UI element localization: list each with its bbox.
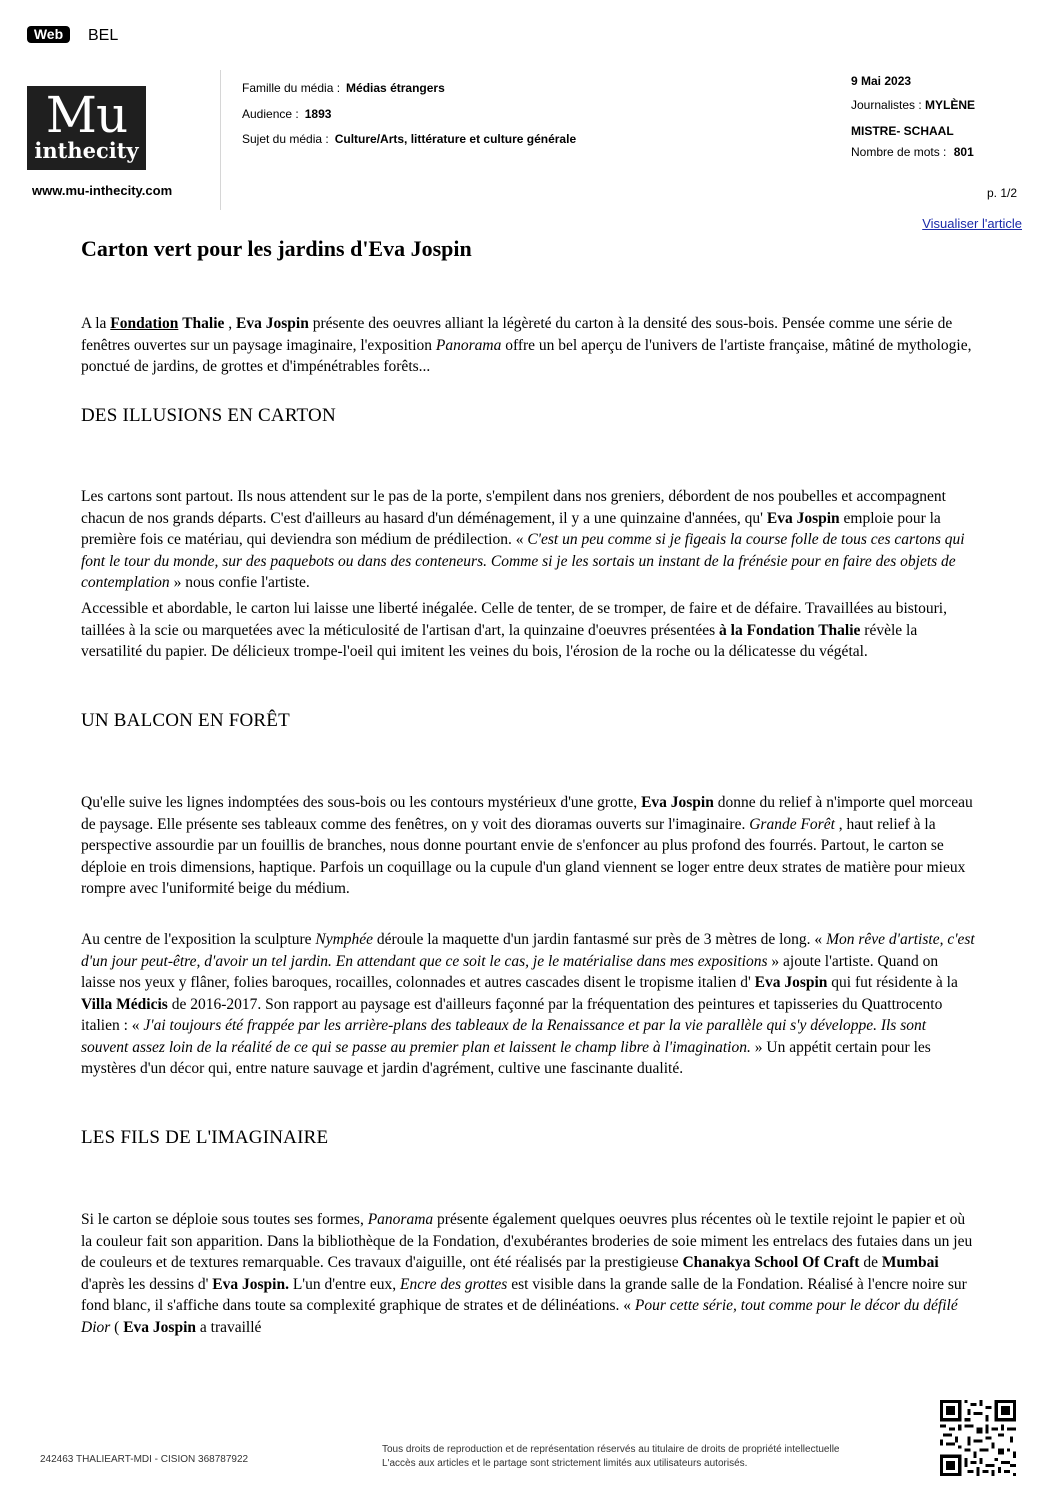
- media-subject-row: [242, 132, 576, 146]
- section2-paragraph-2: Au centre de l'exposition la sculpture Nymphée déroule la maquette d'un jardin fantasmé sur près de 3 mètres de long. « Mon rêve d'artiste, c'est d'un jour peut-être, d'avoir un tel jardin. En attendant que ce soit le cas, je le matérialise dans mes expositions » ajoute l'artiste. Quand on laisse nos yeux y flâner, folies baroques, rocailles, colonnades et autres cascades disent le tropisme italien d' Eva Jospin qui fut résidente à la Villa Médicis de 2016-2017. Son rapport au paysage est d'ailleurs façonné par la fréquentation des peintures et tapisseries du Quattrocento italien : « J'ai toujours été frappée par les arrière-plans des tableaux de la Renaissance et par la vie parallèle qui s'y développe. Ils sont souvent assez loin de la réalité de ce qui se passe au premier plan et laissent le champ libre à l'imagination. » Un appétit certain pour les mystères d'un décor qui, entre nature sauvage et jardin d'agrément, cultive une fascinante dualité.: [81, 931, 975, 1077]
- journalists-row: [851, 98, 975, 112]
- journalists-value-2: MISTRE- SCHAAL: [851, 124, 954, 138]
- page-number: p. 1/2: [987, 186, 1018, 200]
- section1-paragraph-1: Les cartons sont partout. Ils nous attendent sur le pas de la porte, s'empilent dans nos greniers, débordent de nos poubelles et accompagnent chacun de nos grands départs. C'est d'ailleurs au hasard d'un déménagement, il y a une quinzaine d'années, qu' Eva Jospin emploie pour la première fois ce matériau, qui deviendra son médium de prédilection. « C'est un peu comme si je figeais la course folle de tous ces cartons qui font le tour du monde, sur des paquebots ou dans des conteneurs. Comme si je les sortais un instant de la frénésie pour en faire des objets de contemplation » nous confie l'artiste.: [81, 488, 965, 591]
- publication-url: www.mu-inthecity.com: [32, 183, 173, 198]
- logo-text-bottom: inthecity: [34, 138, 139, 163]
- section1-paragraph-2: Accessible et abordable, le carton lui laisse une liberté inégalée. Celle de tenter, de se tromper, de faire et de défaire. Travaillées au bistouri, taillées à la scie ou marquetées avec la méticulosité de l'artisan d'art, la quinzaine d'oeuvres présentées à la Fondation Thalie révèle la versatilité du papier. De délicieux trompe-l'oeil qui imitent les veines du bois, l'érosion de la roche ou la délicatesse du végétal.: [81, 600, 947, 660]
- journalists-value: MYLÈNE: [925, 98, 976, 112]
- publication-logo: [27, 86, 146, 170]
- media-family-value: Médias étrangers: [346, 81, 445, 95]
- section3-paragraph-1: Si le carton se déploie sous toutes ses formes, Panorama présente également quelques oeuvres plus récentes où le textile rejoint le papier et où la couleur fait son apparition. Dans la bibliothèque de la Fondation, d'exubérantes broderies de soie miment les entrelacs des futaies dans un jeu de couleurs et de textures remarquable. Ces travaux d'aiguille, ont été réalisés par la prestigieuse Chanakya School Of Craft de Mumbai d'après les dessins d' Eva Jospin. L'un d'entre eux, Encre des grottes est visible dans la grande salle de la Fondation. Réalisé à l'encre noire sur fond blanc, il s'affiche dans toute sa complexité graphique de strates et de délinéations. « Pour cette série, tout comme pour le décor du défilé Dior ( Eva Jospin a travaillé: [81, 1211, 973, 1336]
- qr-code-icon: [940, 1400, 1016, 1476]
- word-count-value: 801: [953, 145, 974, 159]
- media-family-label: Famille du média :: [242, 81, 341, 95]
- media-subject-value: Culture/Arts, littérature et culture générale: [334, 132, 577, 146]
- article-title: Carton vert pour les jardins d'Eva Jospin: [81, 236, 472, 261]
- logo-text-top: Mu: [45, 86, 128, 144]
- country-code: BEL: [88, 27, 119, 44]
- word-count-row: [851, 145, 974, 159]
- publication-date: [851, 74, 911, 88]
- document-reference: 242463 THALIEART-MDI - CISION 368787922: [40, 1454, 249, 1465]
- journalists-label: Journalistes :: [851, 98, 922, 112]
- audience-label: Audience :: [242, 107, 299, 121]
- word-count-label: Nombre de mots :: [851, 145, 947, 159]
- view-article-link[interactable]: Visualiser l'article: [922, 216, 1022, 231]
- section-heading: DES ILLUSIONS EN CARTON: [81, 405, 336, 426]
- intro-paragraph: A la Fondation Thalie , Eva Jospin présente des oeuvres alliant la légèreté du carton à la densité des sous-bois. Pensée comme une série de fenêtres ouvertes sur un paysage imaginaire, l'exposition Panorama offre un bel aperçu de l'univers de l'artiste française, mâtiné de mythologie, ponctué de jardins, de grottes et d'impénétrables forêts...: [81, 315, 972, 375]
- audience-row: [242, 107, 331, 121]
- journalists-row-2: [851, 124, 954, 138]
- copyright-line-1: Tous droits de reproduction et de représentation réservés au titulaire de droits de propriété intellectuelle: [382, 1444, 840, 1455]
- audience-value: 1893: [304, 107, 332, 121]
- copyright-notice: [382, 1443, 840, 1471]
- media-type-badge: Web: [27, 26, 70, 43]
- copyright-line-2: L'accès aux articles et le partage sont strictement limités aux utilisateurs autorisés.: [382, 1458, 748, 1469]
- section-heading: LES FILS DE L'IMAGINAIRE: [81, 1127, 329, 1148]
- section2-paragraph-1: Qu'elle suive les lignes indomptées des sous-bois ou les contours mystérieux d'une grotte, Eva Jospin donne du relief à n'importe quel morceau de paysage. Elle présente ses tableaux comme des fenêtres, on y voit des dioramas ouverts sur l'imaginaire. Grande Forêt , haut relief à la perspective assourdie par un fouillis de branches, nous donne pourtant envie de s'enfoncer au plus profond des fourrés. Partout, le carton se déploie en trois dimensions, haptique. Parfois un coquillage ou la cupule d'un gland viennent se loger entre deux strates de matière pour mieux rompre avec l'uniformité beige du médium.: [81, 794, 973, 897]
- header-divider: [220, 70, 221, 210]
- media-subject-label: Sujet du média :: [242, 132, 329, 146]
- media-family-row: [242, 81, 445, 95]
- section-heading: UN BALCON EN FORÊT: [81, 710, 290, 731]
- publication-date-value: 9 Mai 2023: [851, 74, 912, 88]
